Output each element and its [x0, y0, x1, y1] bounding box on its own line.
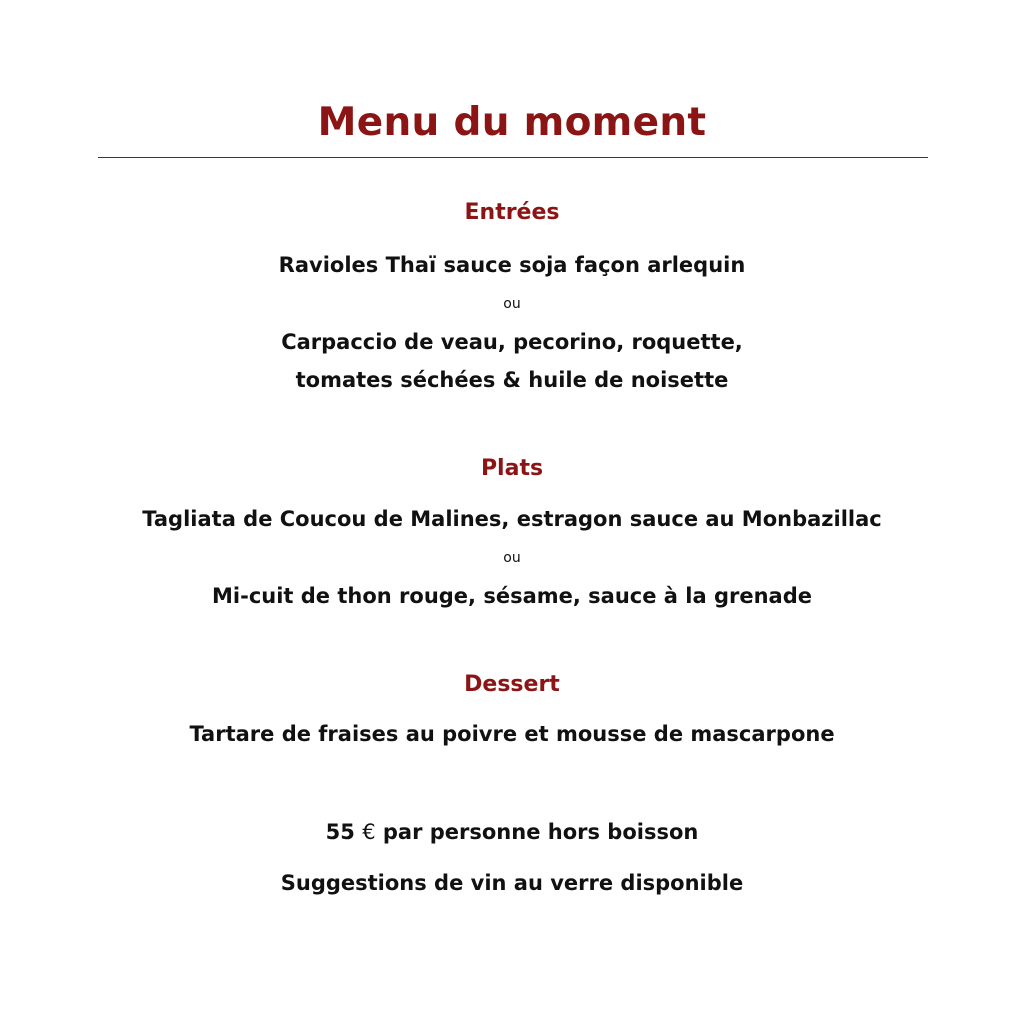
plat-or-separator: ou: [503, 550, 521, 566]
entree-or-separator: ou: [503, 296, 521, 312]
dessert-dish-1: Tartare de fraises au poivre et mousse de mascarpone: [189, 722, 835, 746]
section-heading-plats: Plats: [480, 456, 544, 481]
title-divider: [98, 157, 928, 158]
price-text: par personne hors boisson: [382, 820, 699, 844]
euro-symbol: €: [362, 820, 376, 844]
plat-dish-1: Tagliata de Coucou de Malines, estragon sauce au Monbazillac: [142, 507, 882, 531]
wine-suggestion-note: Suggestions de vin au verre disponible: [280, 871, 744, 895]
price-line: [0, 820, 1024, 844]
section-heading-entrees: Entrées: [464, 200, 560, 225]
entree-dish-2-line-1: Carpaccio de veau, pecorino, roquette,: [281, 330, 743, 354]
price-amount: 55: [325, 820, 355, 844]
plat-dish-2: Mi-cuit de thon rouge, sésame, sauce à la grenade: [212, 584, 812, 608]
page-title: Menu du moment: [317, 100, 707, 145]
entree-dish-2-line-2: tomates séchées & huile de noisette: [295, 368, 729, 392]
entree-dish-1: Ravioles Thaï sauce soja façon arlequin: [278, 253, 746, 277]
section-heading-dessert: Dessert: [464, 672, 560, 697]
